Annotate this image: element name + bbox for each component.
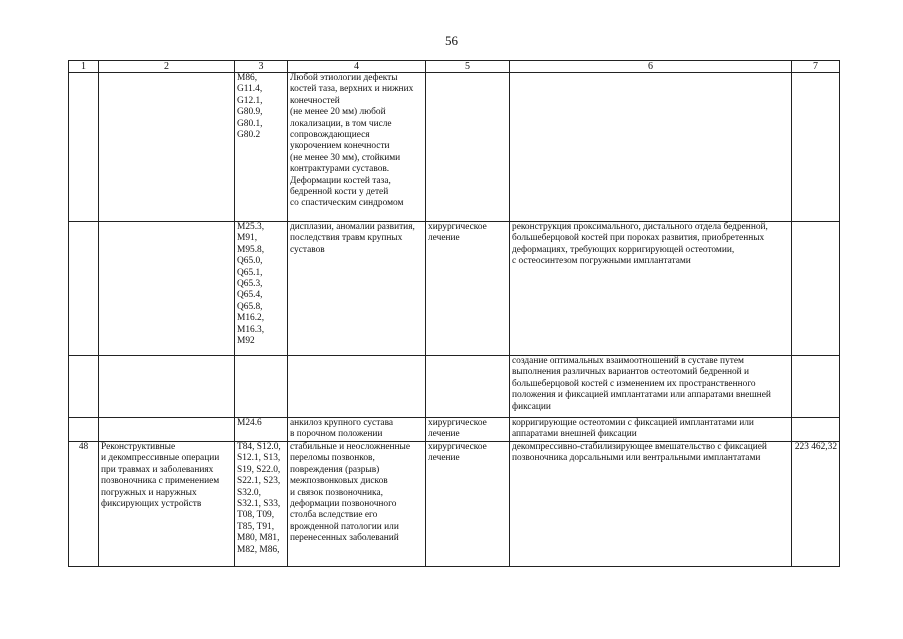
treatment-type-cell: хирургическое лечение (426, 222, 510, 356)
condition-cell: стабильные и неосложненные переломы позвонков, повреждения (разрыв) межпозвонковых дисков и связок позвоночника, деформации позвоночного столба вследствие его врожденной патологии или перенесенных заболеваний (288, 442, 426, 567)
table-header-row (69, 61, 840, 73)
page-number: 56 (445, 33, 458, 48)
cost-cell: 223 462,32 (792, 442, 840, 567)
table-cell (69, 222, 99, 356)
diagnosis-codes-cell: M25.3, M91, M95.8, Q65.0, Q65.1, Q65.3, Q65.4, Q65.8, M16.2, M16.3, M92 (235, 222, 288, 356)
table-cell (69, 356, 99, 418)
header-cell: 3 (235, 61, 288, 73)
table-cell (792, 73, 840, 222)
condition-cell: Любой этиологии дефекты костей таза, верхних и нижних конечностей (не менее 20 мм) любой локализации, в том числе сопровождающиеся укорочением конечности (не менее 30 мм), стойкими контрактурами суставов. Деформации костей таза, бедренной кости у детей со спастическим синдромом (288, 73, 426, 222)
table-cell (99, 356, 235, 418)
table-row (69, 356, 840, 418)
method-cell: декомпрессивно-стабилизирующее вмешательство с фиксацией позвоночника дорсальными или вентральными имплантатами (510, 442, 792, 567)
treatment-table (68, 60, 840, 567)
method-cell (510, 73, 792, 222)
table-cell (792, 418, 840, 442)
header-cell: 5 (426, 61, 510, 73)
condition-cell: анкилоз крупного сустава в порочном положении (288, 418, 426, 442)
procedure-group-cell: Реконструктивные и декомпрессивные операции при травмах и заболеваниях позвоночника с применением погружных и наружных фиксирующих устройств (99, 442, 235, 567)
diagnosis-codes-cell: M24.6 (235, 418, 288, 442)
diagnosis-codes-cell (235, 356, 288, 418)
condition-cell (288, 356, 426, 418)
table-row (69, 73, 840, 222)
row-number-cell: 48 (69, 442, 99, 567)
header-cell: 4 (288, 61, 426, 73)
table-cell (69, 73, 99, 222)
table-cell (99, 73, 235, 222)
header-cell: 7 (792, 61, 840, 73)
treatment-type-cell: хирургическое лечение (426, 442, 510, 567)
method-cell: создание оптимальных взаимоотношений в суставе путем выполнения различных вариантов остеотомий бедренной и большеберцовой костей с изменением их пространственного положения и фиксацией имплантатами или аппаратами внешней фиксации (510, 356, 792, 418)
diagnosis-codes-cell: T84, S12.0, S12.1, S13, S19, S22.0, S22.1, S23, S32.0, S32.1, S33, T08, T09, T85, T91, M80, M81, M82, M86, (235, 442, 288, 567)
treatment-type-cell (426, 73, 510, 222)
table-cell (69, 418, 99, 442)
table-row (69, 418, 840, 442)
table-cell (99, 222, 235, 356)
treatment-type-cell: хирургическое лечение (426, 418, 510, 442)
header-cell: 6 (510, 61, 792, 73)
table-row (69, 222, 840, 356)
table-row (69, 442, 840, 567)
method-cell: реконструкция проксимального, дистального отдела бедренной, большеберцовой костей при пороках развития, приобретенных деформациях, требующих корригирующей остеотомии, с остеосинтезом погружными имплантатами (510, 222, 792, 356)
header-cell: 2 (99, 61, 235, 73)
header-cell: 1 (69, 61, 99, 73)
table-cell (99, 418, 235, 442)
method-cell: корригирующие остеотомии с фиксацией имплантатами или аппаратами внешней фиксации (510, 418, 792, 442)
treatment-type-cell (426, 356, 510, 418)
table-cell (792, 356, 840, 418)
diagnosis-codes-cell: M86, G11.4, G12.1, G80.9, G80.1, G80.2 (235, 73, 288, 222)
condition-cell: дисплазии, аномалии развития, последствия травм крупных суставов (288, 222, 426, 356)
table-cell (792, 222, 840, 356)
